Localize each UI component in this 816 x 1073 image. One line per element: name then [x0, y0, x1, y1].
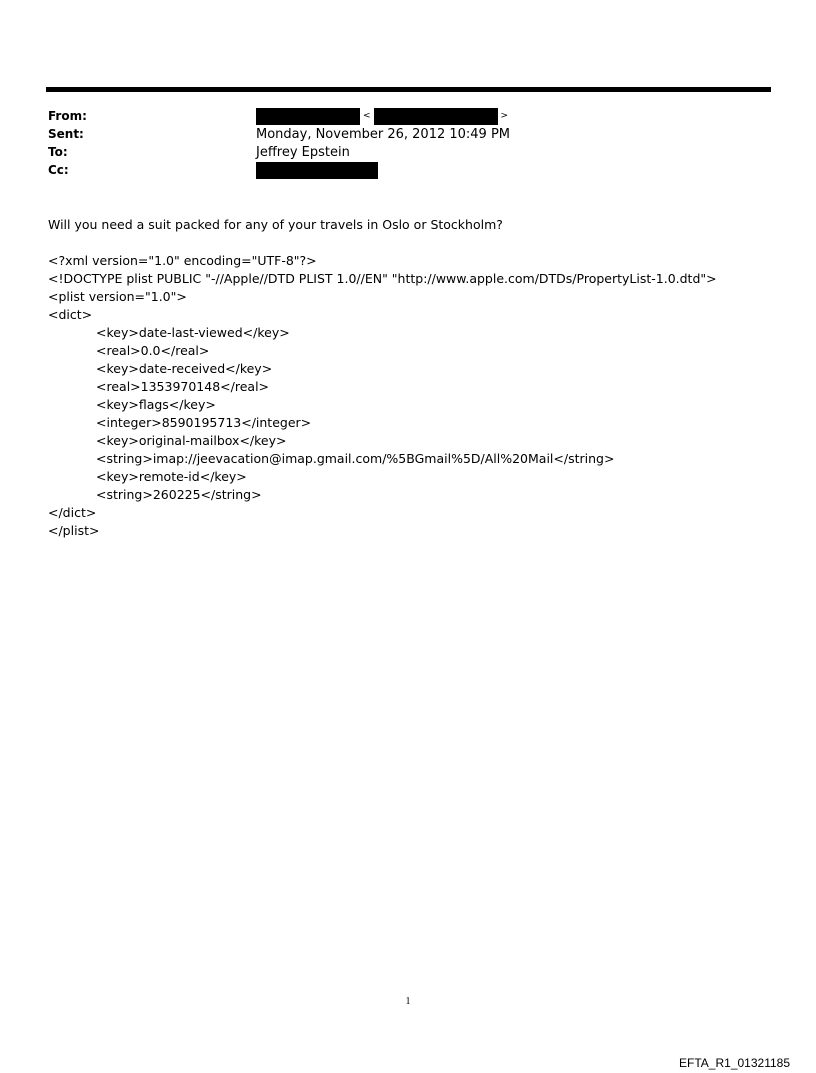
sent-label: Sent: — [48, 127, 84, 141]
xml-line: <key>original-mailbox</key> — [96, 433, 287, 448]
xml-line: <dict> — [48, 307, 93, 322]
to-value: Jeffrey Epstein — [256, 144, 350, 160]
xml-line: <real>1353970148</real> — [96, 379, 270, 394]
from-open-bracket: < — [363, 111, 371, 121]
message-text: Will you need a suit packed for any of your travels in Oslo or Stockholm? — [48, 217, 503, 232]
email-body — [48, 216, 788, 540]
xml-line: <integer>8590195713</integer> — [96, 415, 312, 430]
sent-value: Monday, November 26, 2012 10:49 PM — [256, 126, 511, 142]
xml-line: <plist version="1.0"> — [48, 289, 187, 304]
xml-line: <real>0.0</real> — [96, 343, 210, 358]
xml-line: <string>260225</string> — [96, 487, 262, 502]
xml-line: <!DOCTYPE plist PUBLIC "-//Apple//DTD PLIST 1.0//EN" "http://www.apple.com/DTDs/PropertyList-1.0.dtd"> — [48, 271, 717, 286]
from-label: From: — [48, 109, 87, 123]
cc-row — [48, 161, 748, 179]
redacted-sender-name — [256, 108, 360, 125]
redacted-sender-email — [374, 108, 498, 125]
xml-line: <key>remote-id</key> — [96, 469, 247, 484]
from-value — [256, 108, 511, 125]
xml-line: </plist> — [48, 523, 100, 538]
cc-value — [256, 162, 378, 179]
xml-line: <key>date-last-viewed</key> — [96, 325, 290, 340]
cc-label: Cc: — [48, 163, 69, 177]
header-divider — [46, 87, 771, 92]
email-header — [48, 107, 748, 179]
from-row — [48, 107, 748, 125]
xml-line: <?xml version="1.0" encoding="UTF-8"?> — [48, 253, 317, 268]
xml-line: </dict> — [48, 505, 97, 520]
xml-line: <key>flags</key> — [96, 397, 216, 412]
document-id: EFTA_R1_01321185 — [679, 1056, 790, 1070]
to-label: To: — [48, 145, 68, 159]
xml-line: <key>date-received</key> — [96, 361, 273, 376]
sent-row — [48, 125, 748, 143]
redacted-cc — [256, 162, 378, 179]
page-number: 1 — [405, 996, 411, 1007]
to-row — [48, 143, 748, 161]
plist-xml-block — [48, 252, 788, 540]
from-close-bracket: > — [500, 111, 509, 121]
xml-line: <string>imap://jeevacation@imap.gmail.com/%5BGmail%5D/All%20Mail</string> — [96, 451, 615, 466]
